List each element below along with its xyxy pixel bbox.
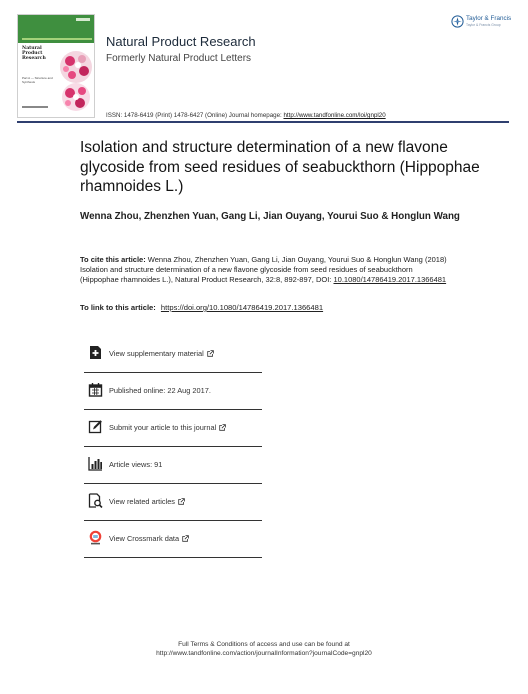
- external-link-icon: [207, 350, 214, 357]
- action-crossmark[interactable]: [84, 521, 262, 558]
- action-label: Published online: 22 Aug 2017.: [109, 385, 211, 395]
- cite-text: Wenna Zhou, Zhenzhen Yuan, Gang Li, Jian Ouyang, Yourui Suo & Honglun Wang (2018) Isolation and structure determination of a new flavone glycoside from seed residues of seabuckthorn (Hippophae rhamnoides L.), Natural Product Research, 32:8, 892-897, DOI:: [80, 255, 447, 285]
- external-link-icon: [178, 498, 185, 505]
- action-label: Submit your article to this journal: [109, 422, 217, 432]
- publisher-name: Taylor & Francis: [466, 15, 512, 22]
- submit-edit-icon: [88, 419, 103, 434]
- action-label: Article views: 91: [109, 459, 163, 469]
- calendar-icon: [88, 382, 103, 397]
- article-link-line: [80, 303, 460, 313]
- footer-terms-text: Full Terms & Conditions of access and use can be found at: [178, 641, 350, 648]
- journal-subtitle: Formerly Natural Product Letters: [106, 53, 252, 64]
- publisher-tagline: Taylor & Francis Group: [466, 23, 501, 27]
- journal-homepage-link[interactable]: http://www.tandfonline.com/loi/gnpl20: [283, 112, 386, 119]
- cite-label: To cite this article:: [80, 255, 146, 264]
- crossmark-icon: [88, 530, 103, 545]
- action-published-online: [84, 373, 262, 410]
- citation-block: [80, 255, 450, 286]
- header-divider: [17, 121, 509, 123]
- tf-compass-icon: [451, 15, 464, 28]
- cover-color-band: [18, 15, 94, 43]
- issn-text: ISSN: 1478-6419 (Print) 1478-6427 (Online) Journal homepage:: [106, 112, 284, 119]
- cite-doi[interactable]: 10.1080/14786419.2017.1366481: [333, 275, 447, 285]
- cover-molecule-art: [54, 45, 94, 115]
- external-link-icon: [182, 535, 189, 542]
- article-authors: Wenna Zhou, Zhenzhen Yuan, Gang Li, Jian Ouyang, Yourui Suo & Honglun Wang: [80, 211, 460, 222]
- taylor-francis-logo[interactable]: [451, 14, 511, 32]
- cover-title: Natural Product Research: [22, 46, 46, 62]
- issn-line: [106, 112, 386, 119]
- action-label: View Crossmark data: [109, 533, 180, 543]
- article-doi-link[interactable]: https://doi.org/10.1080/14786419.2017.1366481: [160, 303, 324, 312]
- action-label: View related articles: [109, 496, 175, 506]
- footer: [0, 640, 528, 659]
- related-articles-search-icon: [88, 493, 103, 508]
- external-link-icon: [219, 424, 226, 431]
- journal-title: Natural Product Research: [106, 34, 256, 49]
- bar-chart-icon: [88, 456, 103, 471]
- action-submit-article[interactable]: [84, 410, 262, 447]
- footer-terms-link[interactable]: http://www.tandfonline.com/action/journalInformation?journalCode=gnpl20: [156, 650, 372, 658]
- action-label: View supplementary material: [109, 348, 204, 358]
- action-related-articles[interactable]: [84, 484, 262, 521]
- article-actions-list: [84, 336, 262, 558]
- action-article-views: [84, 447, 262, 484]
- link-label: To link to this article:: [80, 303, 158, 312]
- cover-subtitle: Part A — Structure and Synthesis: [22, 76, 53, 84]
- action-supplementary-material[interactable]: [84, 336, 262, 373]
- cover-publisher-mark: [22, 106, 48, 108]
- article-title: Isolation and structure determination of a new flavone glycoside from seed residues of seabuckthorn (Hippophae rhamnoides L.): [80, 139, 480, 196]
- journal-cover-image: [17, 14, 95, 118]
- supplementary-material-icon: [88, 345, 103, 360]
